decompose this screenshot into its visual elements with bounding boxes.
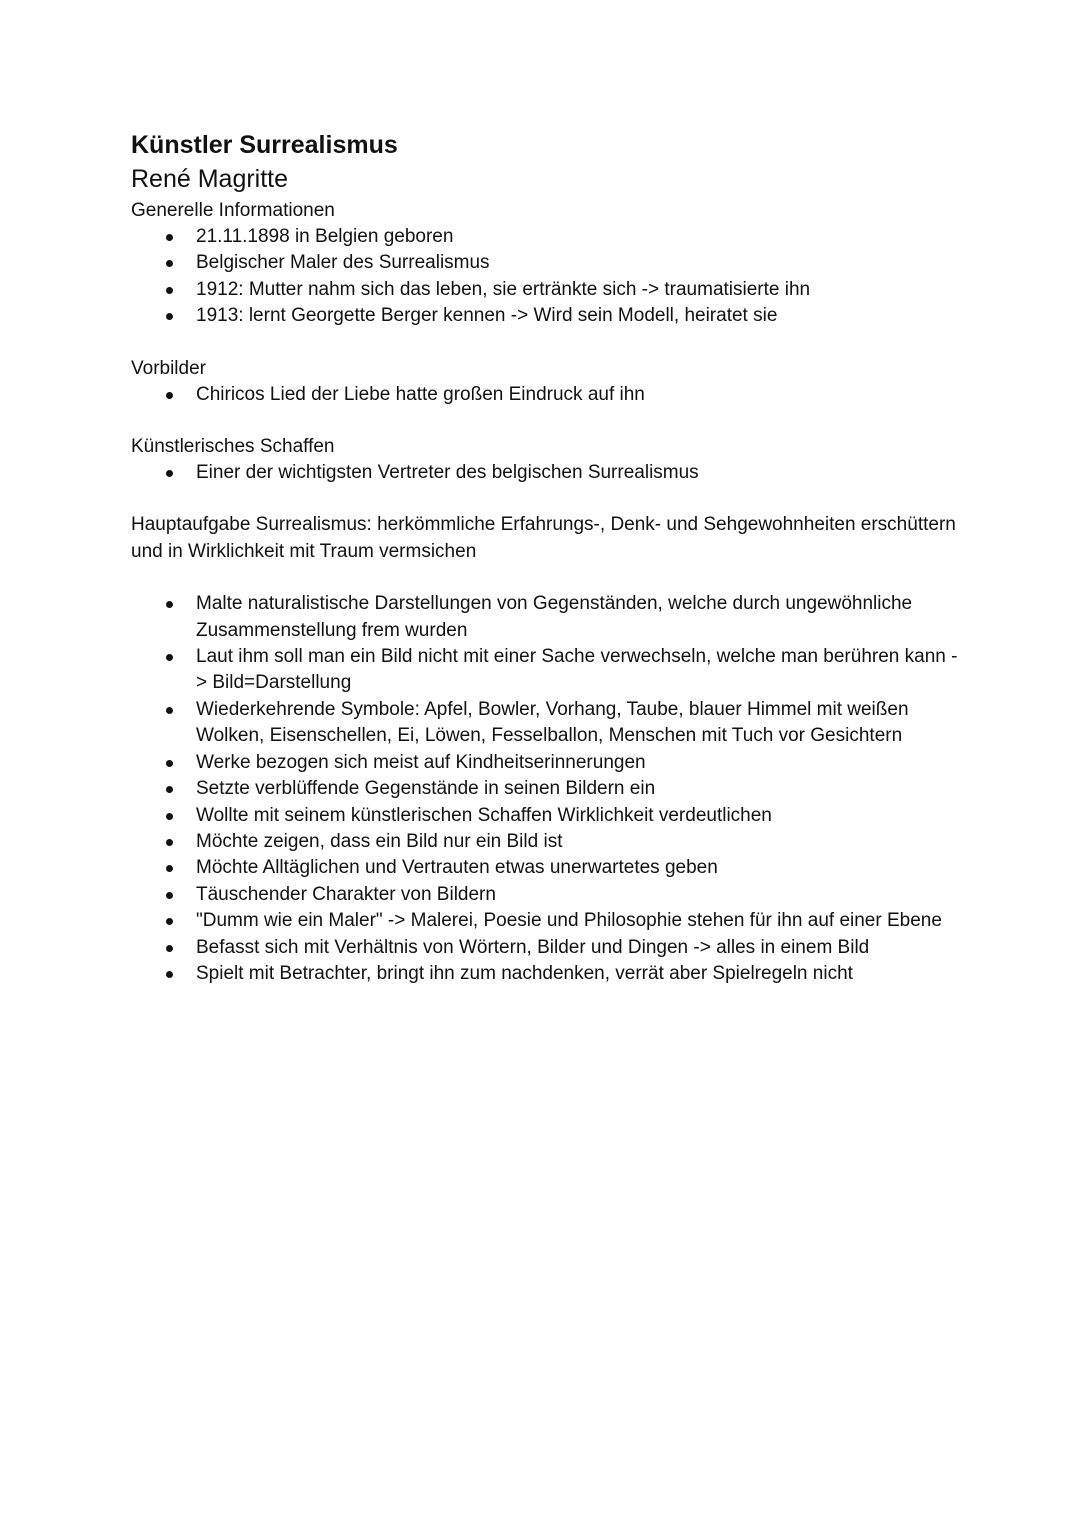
list-item-text: Wollte mit seinem künstlerischen Schaffen Wirklichkeit verdeutlichen: [196, 804, 772, 826]
bullet-list: [131, 460, 961, 486]
list-item-text: Spielt mit Betrachter, bringt ihn zum nachdenken, verrät aber Spielregeln nicht: [196, 962, 853, 984]
list-item: [196, 460, 961, 486]
bullet-list: [131, 224, 961, 330]
spacer: [131, 486, 961, 512]
bullet-icon: [166, 287, 173, 294]
list-item: [196, 382, 961, 408]
bullet-icon: [166, 786, 173, 793]
bullet-icon: [166, 918, 173, 925]
list-item-text: Täuschender Charakter von Bildern: [196, 883, 496, 905]
section-heading: Vorbilder: [131, 357, 206, 379]
bullet-icon: [166, 945, 173, 952]
spacer: [131, 330, 961, 356]
bullet-icon: [166, 892, 173, 899]
document-title: Künstler Surrealismus: [131, 131, 398, 159]
list-item: [196, 935, 961, 961]
section-kuenstlerisches-schaffen: [131, 434, 961, 486]
list-item: [196, 829, 961, 855]
list-item: [196, 803, 961, 829]
list-item-text: Möchte zeigen, dass ein Bild nur ein Bild ist: [196, 830, 563, 852]
section-vorbilder: [131, 356, 961, 408]
bullet-icon: [166, 234, 173, 241]
list-item-text: Chiricos Lied der Liebe hatte großen Eindruck auf ihn: [196, 383, 645, 405]
list-item-text: 1913: lernt Georgette Berger kennen -> Wird sein Modell, heiratet sie: [196, 305, 778, 327]
bullet-icon: [166, 760, 173, 767]
list-item: [196, 303, 961, 329]
section-generelle-informationen: [131, 198, 961, 330]
list-item: [196, 250, 961, 276]
bullet-icon: [166, 839, 173, 846]
spacer: [131, 565, 961, 591]
bullet-icon: [166, 654, 173, 661]
list-item-text: Einer der wichtigsten Vertreter des belgischen Surrealismus: [196, 462, 699, 484]
bullet-icon: [166, 865, 173, 872]
list-item: [196, 277, 961, 303]
list-item-text: Belgischer Maler des Surrealismus: [196, 252, 490, 274]
list-item: [196, 591, 961, 644]
document-subtitle: René Magritte: [131, 165, 289, 193]
section-heading: Generelle Informationen: [131, 200, 335, 221]
bullet-icon: [166, 392, 173, 399]
list-item-text: Möchte Alltäglichen und Vertrauten etwas unerwartetes geben: [196, 857, 718, 879]
list-item: [196, 644, 961, 697]
list-item-text: Werke bezogen sich meist auf Kindheitserinnerungen: [196, 751, 646, 773]
list-item: [196, 224, 961, 250]
list-item: [196, 776, 961, 802]
list-item-text: Malte naturalistische Darstellungen von Gegenständen, welche durch ungewöhnliche Zusammenstellung frem wurden: [196, 593, 913, 641]
list-item-text: "Dumm wie ein Maler" -> Malerei, Poesie und Philosophie stehen für ihn auf einer Ebene: [196, 910, 942, 932]
bullet-icon: [166, 813, 173, 820]
list-item-text: Laut ihm soll man ein Bild nicht mit einer Sache verwechseln, welche man berühren kann -> Bild=Darstellung: [196, 646, 958, 694]
list-item-text: Befasst sich mit Verhältnis von Wörtern, Bilder und Dingen -> alles in einem Bild: [196, 936, 870, 958]
list-item: [196, 882, 961, 908]
list-item-text: Wiederkehrende Symbole: Apfel, Bowler, Vorhang, Taube, blauer Himmel mit weißen Wolken, Eisenschellen, Ei, Löwen, Fesselballon, Menschen mit Tuch vor Gesichtern: [196, 698, 909, 747]
bullet-icon: [166, 601, 173, 608]
list-item: [196, 750, 961, 776]
list-item-text: 1912: Mutter nahm sich das leben, sie ertränkte sich -> traumatisierte ihn: [196, 278, 811, 300]
bullet-icon: [166, 313, 173, 320]
main-task-paragraph: Hauptaufgabe Surrealismus: herkömmliche Erfahrungs-, Denk- und Sehgewohnheiten erschüttern und in Wirklichkeit mit Traum vermsichen: [131, 514, 956, 562]
list-item-text: Setzte verblüffende Gegenstände in seinen Bildern ein: [196, 778, 656, 800]
list-item: [196, 908, 961, 934]
list-item: [196, 697, 961, 750]
bullet-icon: [166, 260, 173, 267]
details-list: [131, 591, 961, 987]
list-item: [196, 961, 961, 987]
list-item: [196, 855, 961, 881]
bullet-icon: [166, 470, 173, 477]
list-item-text: 21.11.1898 in Belgien geboren: [196, 226, 454, 247]
bullet-icon: [166, 971, 173, 978]
spacer: [131, 408, 961, 434]
section-heading: Künstlerisches Schaffen: [131, 436, 335, 458]
document-page: [131, 128, 961, 987]
bullet-list: [131, 382, 961, 408]
bullet-icon: [166, 707, 173, 714]
